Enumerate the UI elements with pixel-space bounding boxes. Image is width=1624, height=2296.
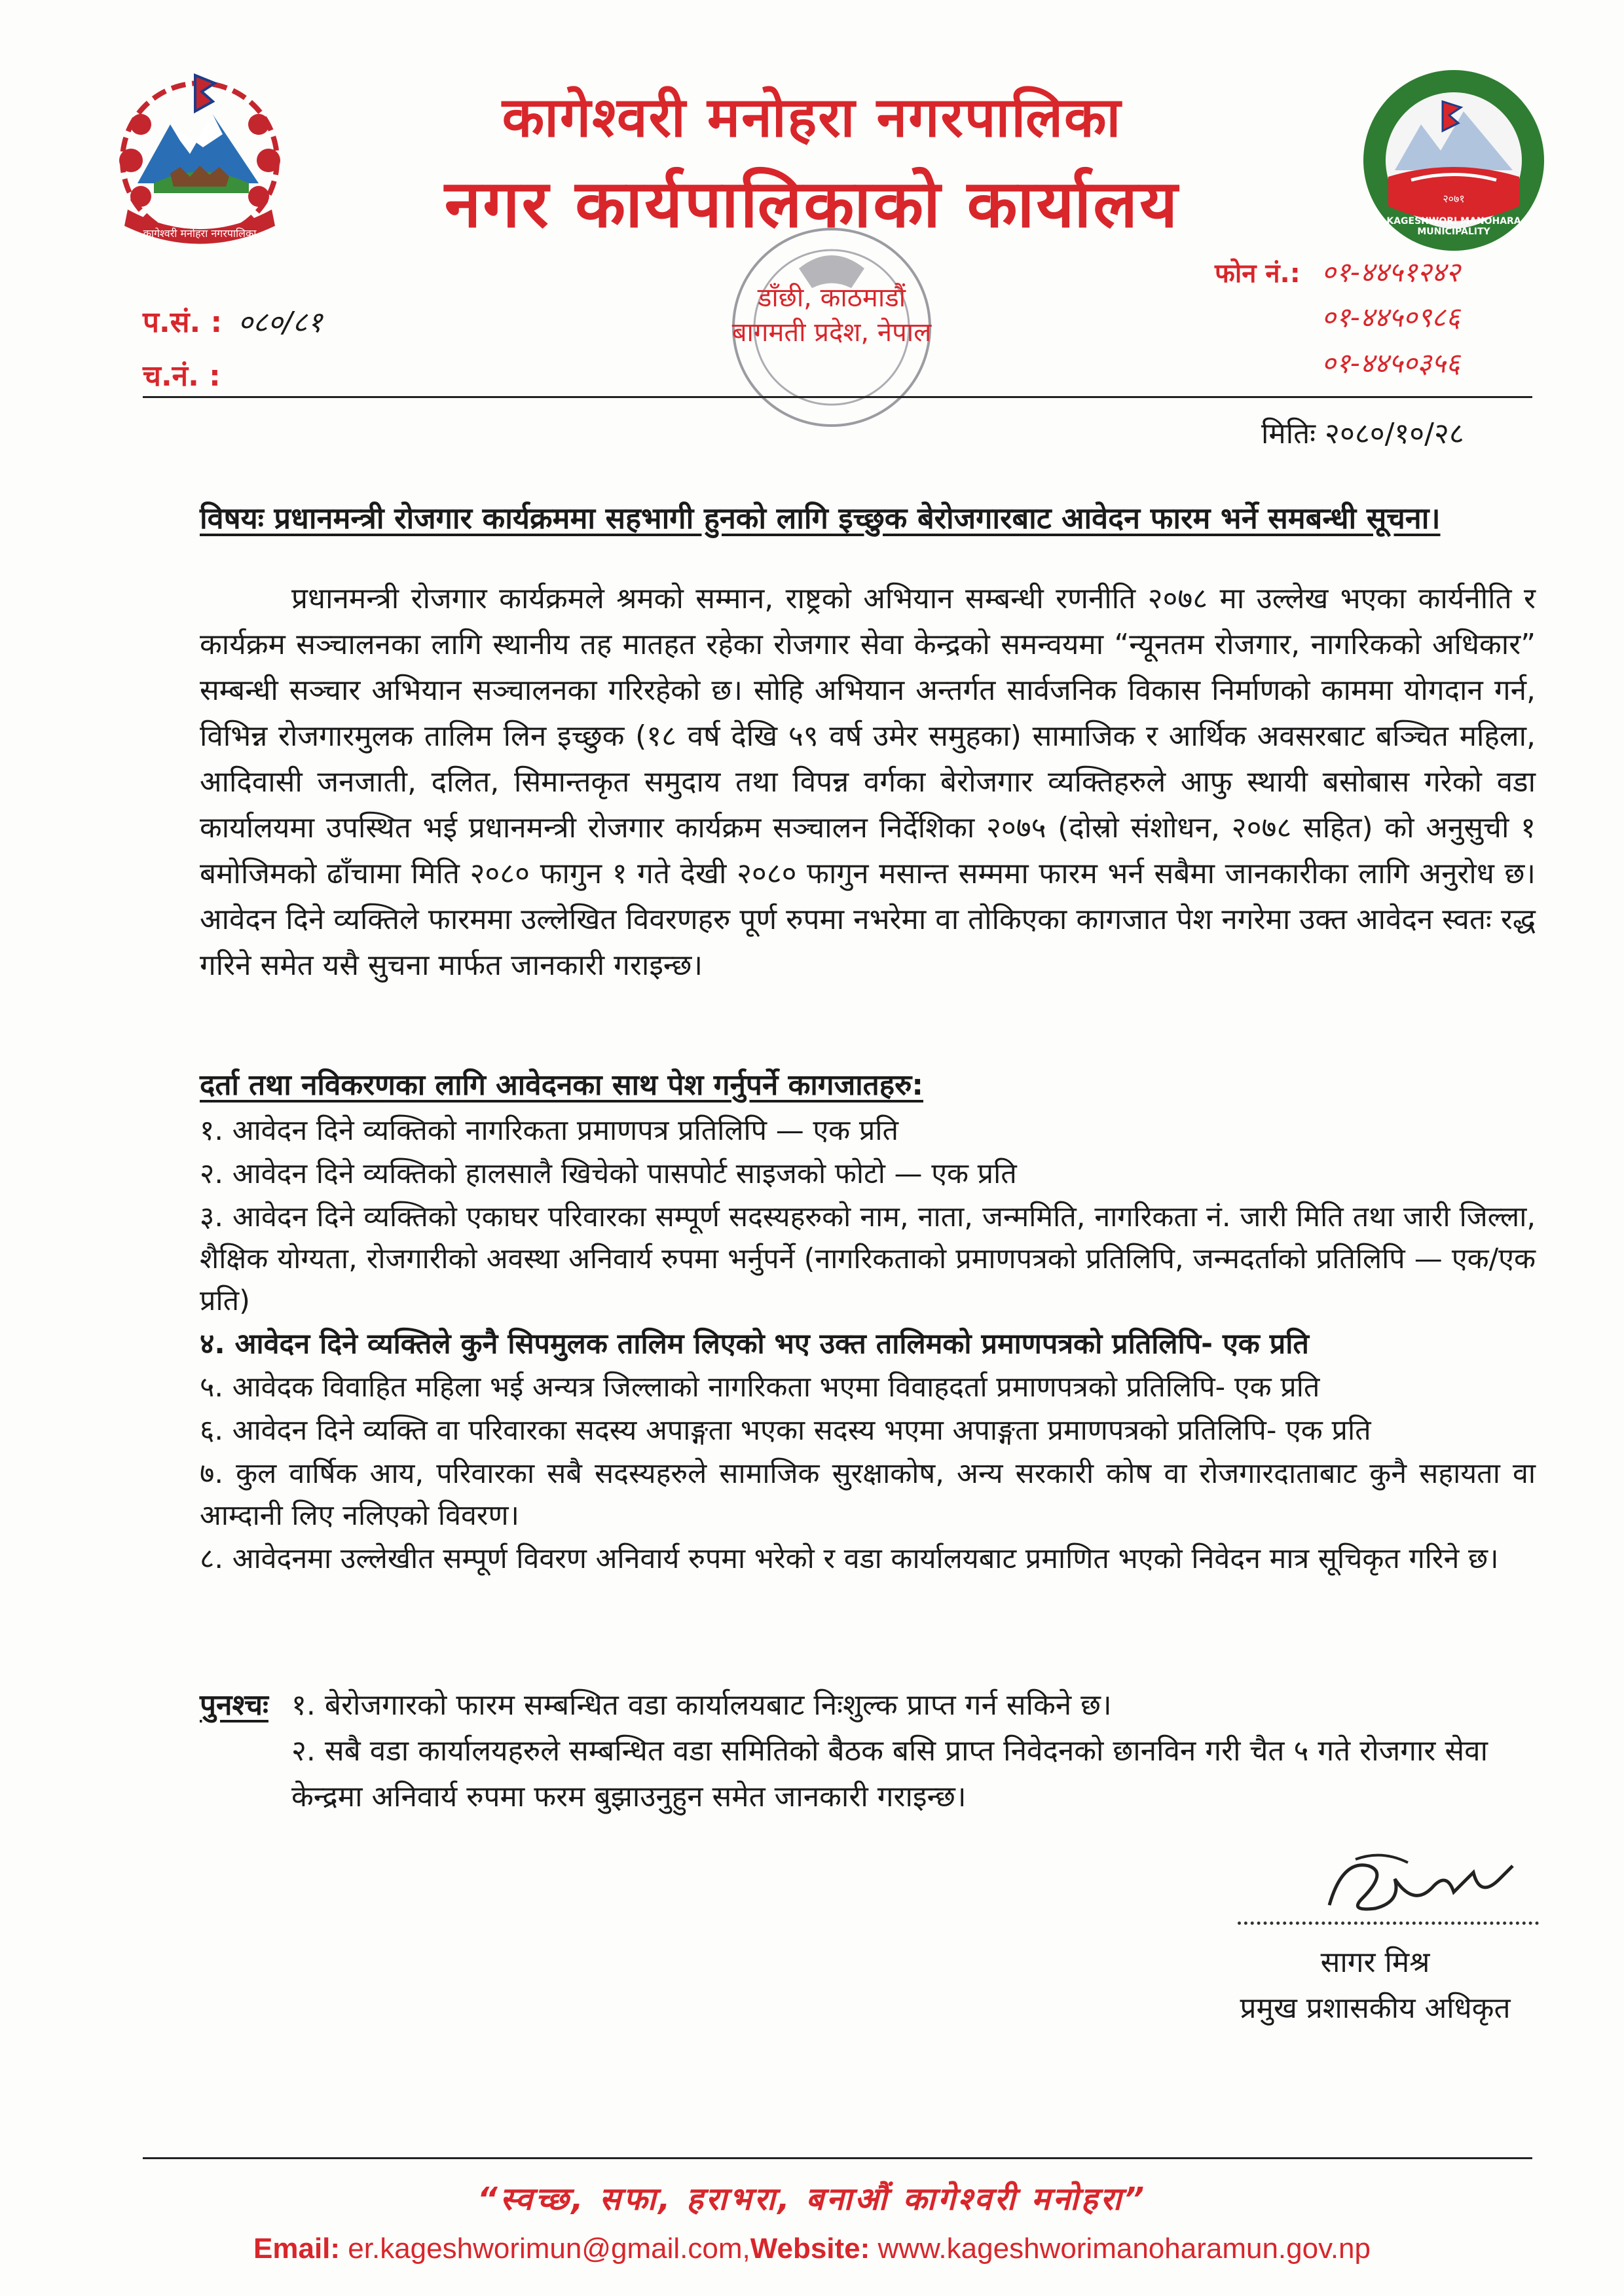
email-label: Email: xyxy=(253,2232,341,2265)
signatory-name: सागर मिश्र xyxy=(1320,1946,1430,1979)
postscript-row-1 xyxy=(200,1683,1536,1728)
footer-divider xyxy=(143,2157,1532,2159)
municipality-logo-year: २०७१ xyxy=(1443,192,1465,205)
phone-3: ०१-४४५०३५६ xyxy=(1321,347,1460,379)
documents-list xyxy=(200,1110,1536,1581)
signature-line xyxy=(1238,1922,1539,1925)
cn-label: च.नं. : xyxy=(143,359,221,393)
website-label: Website: xyxy=(750,2232,870,2265)
postscript xyxy=(200,1683,1536,1820)
postscript-label: पुनश्चः xyxy=(200,1688,268,1722)
letter-date: मितिः २०८०/१०/२८ xyxy=(1261,417,1464,450)
list-item: ४. आवेदन दिने व्यक्तिले कुनै सिपमुलक तालिम लिएको भए उक्त तालिमको प्रमाणपत्रको प्रतिलिपि- एक प्रति xyxy=(200,1328,1309,1360)
list-item: ५. आवेदक विवाहित महिला भई अन्यत्र जिल्लाको नागरिकता भएमा विवाहदर्ता प्रमाणपत्रको प्रतिलिपि- एक प्रति xyxy=(200,1371,1320,1404)
postscript-item: २. सबै वडा कार्यालयहरुले सम्बन्धित वडा समितिको बैठक बसि प्राप्त निवेदनको छानविन गरी चैत ५ गते रोजगार सेवा केन्द्रमा अनिवार्य रुपमा फरम बुझाउनुहुन समेत जानकारी गराइन्छ। xyxy=(291,1734,1488,1813)
list-item: ८. आवेदनमा उल्लेखीत सम्पूर्ण विवरण अनिवार्य रुपमा भरेको र वडा कार्यालयबाट प्रमाणित भएको निवेदन मात्र सूचिकृत गरिने छ। xyxy=(200,1542,1499,1575)
ps-value: ०८०/८१ xyxy=(238,306,323,339)
stamp-address-line2: बागमती प्रदेश, नेपाल xyxy=(731,318,932,348)
list-item: १. आवेदन दिने व्यक्तिको नागरिकता प्रमाणपत्र प्रतिलिपि — एक प्रति xyxy=(200,1114,898,1147)
office-name: नगर कार्यपालिकाको कार्यालय xyxy=(444,165,1180,242)
emblem-left-caption: कागेश्वरी मनोहरा नगरपालिका xyxy=(143,227,257,240)
letter-subject: विषयः प्रधानमन्त्री रोजगार कार्यक्रममा सहभागी हुनको लागि इच्छुक बेरोजगारबाट आवेदन फारम भर्ने समबन्धी सूचना। xyxy=(200,501,1441,536)
header-divider xyxy=(143,396,1532,398)
list-item: ७. कुल वार्षिक आय, परिवारका सबै सदस्यहरुले सामाजिक सुरक्षाकोष, अन्य सरकारी कोष वा रोजगारदाताबाट कुनै सहायता वा आम्दानी लिए नलिएको विवरण। xyxy=(200,1457,1536,1532)
postscript-item: १. बेरोजगारको फारम सम्बन्धित वडा कार्यालयबाट निःशुल्क प्राप्त गर्न सकिने छ। xyxy=(291,1688,1112,1722)
email-link[interactable]: er.kageshworimun@gmail.com, xyxy=(348,2232,750,2265)
reference-cn xyxy=(143,355,236,394)
documents-heading: दर्ता तथा नविकरणका लागि आवेदनका साथ पेश गर्नुपर्ने कागजातहरु: xyxy=(200,1068,923,1102)
list-item: २. आवेदन दिने व्यक्तिको हालसालै खिचेको पासपोर्ट साइजको फोटो — एक प्रति xyxy=(200,1157,1017,1190)
phone-label: फोन नं.: xyxy=(1215,259,1301,289)
phone-1: ०१-४४५१२४२ xyxy=(1321,256,1460,288)
signatory-title: प्रमुख प्रशासकीय अधिकृत xyxy=(1240,1992,1511,2025)
footer-contact xyxy=(0,2232,1624,2265)
body-paragraph: प्रधानमन्त्री रोजगार कार्यक्रमले श्रमको सम्मान, राष्ट्रको अभियान सम्बन्धी रणनीति २०७८ मा उल्लेख भएका कार्यनीति र कार्यक्रम सञ्चालनका लागि स्थानीय तह मातहत रहेका रोजगार सेवा केन्द्रको समन्वयमा “न्यूनतम रोजगार, नागरिकको अधिकार” सम्बन्धी सञ्चार अभियान सञ्चालनका गरिरहेको छ। सोहि अभियान अन्तर्गत सार्वजनिक विकास निर्माणको काममा योगदान गर्न, विभिन्न रोजगारमुलक तालिम लिन इच्छुक (१८ वर्ष देखि ५९ वर्ष उमेर समुहका) सामाजिक र आर्थिक अवसरबाट बञ्चित महिला, आदिवासी जनजाती, दलित, सिमान्तकृत समुदाय तथा विपन्न वर्गका बेरोजगार व्यक्तिहरुले आफु स्थायी बसोबास गरेको वडा कार्यालयमा उपस्थित भई प्रधानमन्त्री रोजगार कार्यक्रम सञ्चालन निर्देशिका २०७५ (दोस्रो संशोधन, २०७८ सहित) को अनुसुची १ बमोजिमको ढाँचामा मिति २०८० फागुन १ गते देखी २०८० फागुन मसान्त सम्ममा फारम भर्न सबैमा जानकारीका लागि अनुरोध छ। आवेदन दिने व्यक्तिले फारममा उल्लेखित विवरणहरु पूर्ण रुपमा नभरेमा वा तोकिएका कागजात पेश नगरेमा उक्त आवेदन स्वतः रद्ध गरिने समेत यसै सुचना मार्फत जानकारी गराइन्छ। xyxy=(200,582,1536,982)
list-item: ३. आवेदन दिने व्यक्तिको एकाघर परिवारका सम्पूर्ण सदस्यहरुको नाम, नाता, जन्ममिति, नागरिकता नं. जारी मिति तथा जारी जिल्ला, शैक्षिक योग्यता, रोजगारीको अवस्था अनिवार्य रुपमा भर्नुपर्ने (नागरिकताको प्रमाणपत्रको प्रतिलिपि, जन्मदर्ताको प्रतिलिपि — एक/एक प्रति) xyxy=(200,1201,1536,1317)
footer-slogan: “स्वच्छ, सफा, हराभरा, बनाऔं कागेश्वरी मनोहरा” xyxy=(477,2181,1147,2217)
phone-2: ०१-४४५०९८६ xyxy=(1321,301,1460,333)
postscript-row-2 xyxy=(200,1728,1536,1820)
signature-icon xyxy=(1316,1846,1532,1925)
stamp-address-line1: डाँछी, काठमाडौं xyxy=(758,283,906,313)
municipality-logo-caption: KAGESHWORI MANOHARA MUNICIPALITY xyxy=(1386,216,1521,237)
list-item: ६. आवेदन दिने व्यक्ति वा परिवारका सदस्य अपाङ्गता भएका सदस्य भएमा अपाङ्गता प्रमाणपत्रको प्रतिलिपि- एक प्रति xyxy=(200,1414,1371,1447)
website-link[interactable]: www.kageshworimanoharamun.gov.np xyxy=(877,2232,1371,2265)
ps-label: प.सं. : xyxy=(143,306,223,339)
reference-ps xyxy=(143,301,322,340)
municipality-name: कागेश्वरी मनोहरा नगरपालिका xyxy=(502,84,1122,149)
